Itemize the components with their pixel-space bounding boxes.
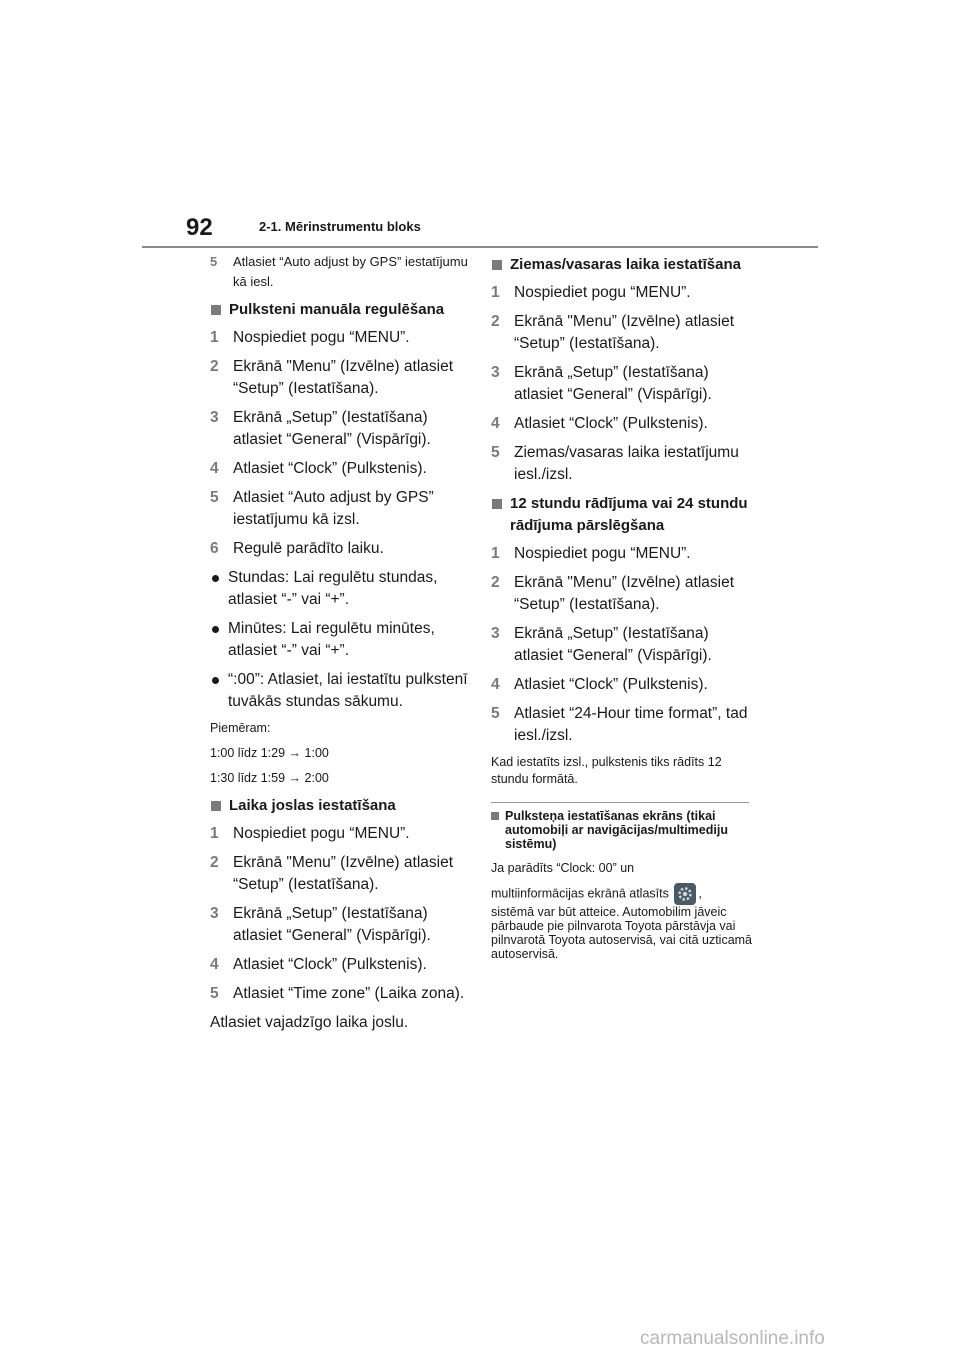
step: 5 Atlasiet “Auto adjust by GPS” iestatījumu kā izsl. (210, 489, 434, 528)
bullet-dot-icon (212, 575, 219, 582)
section-heading-timezone: Laika joslas iestatīšana (210, 795, 472, 817)
right-column (491, 252, 753, 961)
example-line: 1:00 līdz 1:29 → 1:00 (210, 746, 329, 760)
section-heading-manual: Pulksteni manuāla regulēšana (210, 299, 472, 321)
section-heading-dst: Ziemas/vasaras laika iestatīšana (491, 254, 753, 276)
step: 5 Ziemas/vasaras laika iestatījumu iesl./izsl. (491, 444, 739, 483)
bullet-item: Stundas: Lai regulētu stundas, atlasiet “-” vai “+”. (210, 567, 472, 611)
step: 4 Atlasiet “Clock” (Pulkstenis). (210, 956, 427, 973)
step: 4 Atlasiet “Clock” (Pulkstenis). (491, 415, 708, 432)
timezone-footer: Atlasiet vajadzīgo laika joslu. (210, 1014, 409, 1031)
step: 2 Ekrānā "Menu” (Izvēlne) atlasiet “Setup” (Iestatīšana). (491, 574, 735, 613)
square-bullet-icon (211, 305, 221, 315)
section-heading-format: 12 stundu rādījuma vai 24 stundu rādījuma pārslēgšana (491, 493, 753, 537)
square-bullet-icon (211, 801, 221, 811)
step: 1 Nospiediet pogu “MENU”. (491, 545, 691, 562)
arrow-right-icon: → (288, 746, 302, 760)
step: 5 Atlasiet “Time zone” (Laika zona). (210, 985, 465, 1002)
step: 4 Atlasiet “Clock” (Pulkstenis). (491, 676, 708, 693)
gear-icon (674, 883, 696, 905)
step: 3 Ekrānā „Setup” (Iestatīšana) atlasiet “General” (Vispārīgi). (210, 905, 431, 944)
step: 6 Regulē parādīto laiku. (210, 540, 384, 557)
page-number: 92 (186, 214, 213, 241)
step: 1 Nospiediet pogu “MENU”. (210, 329, 410, 346)
divider (491, 802, 749, 803)
step: 2 Ekrānā "Menu” (Izvēlne) atlasiet “Setup” (Iestatīšana). (210, 358, 454, 397)
bullet-dot-icon (212, 677, 219, 684)
step: 4 Atlasiet “Clock” (Pulkstenis). (210, 460, 427, 477)
watermark: carmanualsonline.info (640, 1328, 825, 1349)
step: 5 Atlasiet “24-Hour time format”, tad iesl./izsl. (491, 705, 748, 744)
format-note: Kad iestatīts izsl., pulkstenis tiks rādīts 12 stundu formātā. (491, 755, 722, 786)
screen-heading: Pulksteņa iestatīšanas ekrāns (tikai automobiļi ar navigācijas/multimediju sistēmu) (491, 809, 753, 851)
square-bullet-icon (492, 260, 502, 270)
example-label: Piemēram: (210, 721, 271, 735)
bullet-dot-icon (212, 626, 219, 633)
step: 2 Ekrānā "Menu” (Izvēlne) atlasiet “Setup” (Iestatīšana). (210, 854, 454, 893)
arrow-right-icon: → (288, 771, 302, 785)
step: 1 Nospiediet pogu “MENU”. (210, 825, 410, 842)
step: 3 Ekrānā „Setup” (Iestatīšana) atlasiet “General” (Vispārīgi). (491, 625, 712, 664)
bullet-item: “:00”: Atlasiet, lai iestatītu pulkstenī tuvākās stundas sākumu. (210, 669, 472, 713)
left-column (210, 252, 472, 1034)
section-title: 2-1. Mērinstrumentu bloks (259, 219, 421, 234)
bullet-item: Minūtes: Lai regulētu minūtes, atlasiet “-” vai “+”. (210, 618, 472, 662)
step: 2 Ekrānā "Menu” (Izvēlne) atlasiet “Setup” (Iestatīšana). (491, 313, 735, 352)
page-header (142, 210, 818, 248)
example-line: 1:30 līdz 1:59 → 2:00 (210, 771, 329, 785)
step: 3 Ekrānā „Setup” (Iestatīšana) atlasiet “General” (Vispārīgi). (491, 364, 712, 403)
square-bullet-icon (492, 499, 502, 509)
step: 5 Atlasiet “Auto adjust by GPS” iestatījumu kā iesl. (210, 254, 468, 289)
step: 1 Nospiediet pogu “MENU”. (491, 284, 691, 301)
square-bullet-icon (491, 812, 499, 820)
step: 3 Ekrānā „Setup” (Iestatīšana) atlasiet “General” (Vispārīgi). (210, 409, 431, 448)
screen-note: Ja parādīts “Clock: 00” un multiinformācijas ekrānā atlasīts , sistēmā var būt atteice. Automobilim jāveic pārbaude pie pilnvarota Toyota pārstāvja vai pilnvarotā Toyota autoservisā, vai citā uzticamā autoservisā. (491, 861, 753, 961)
